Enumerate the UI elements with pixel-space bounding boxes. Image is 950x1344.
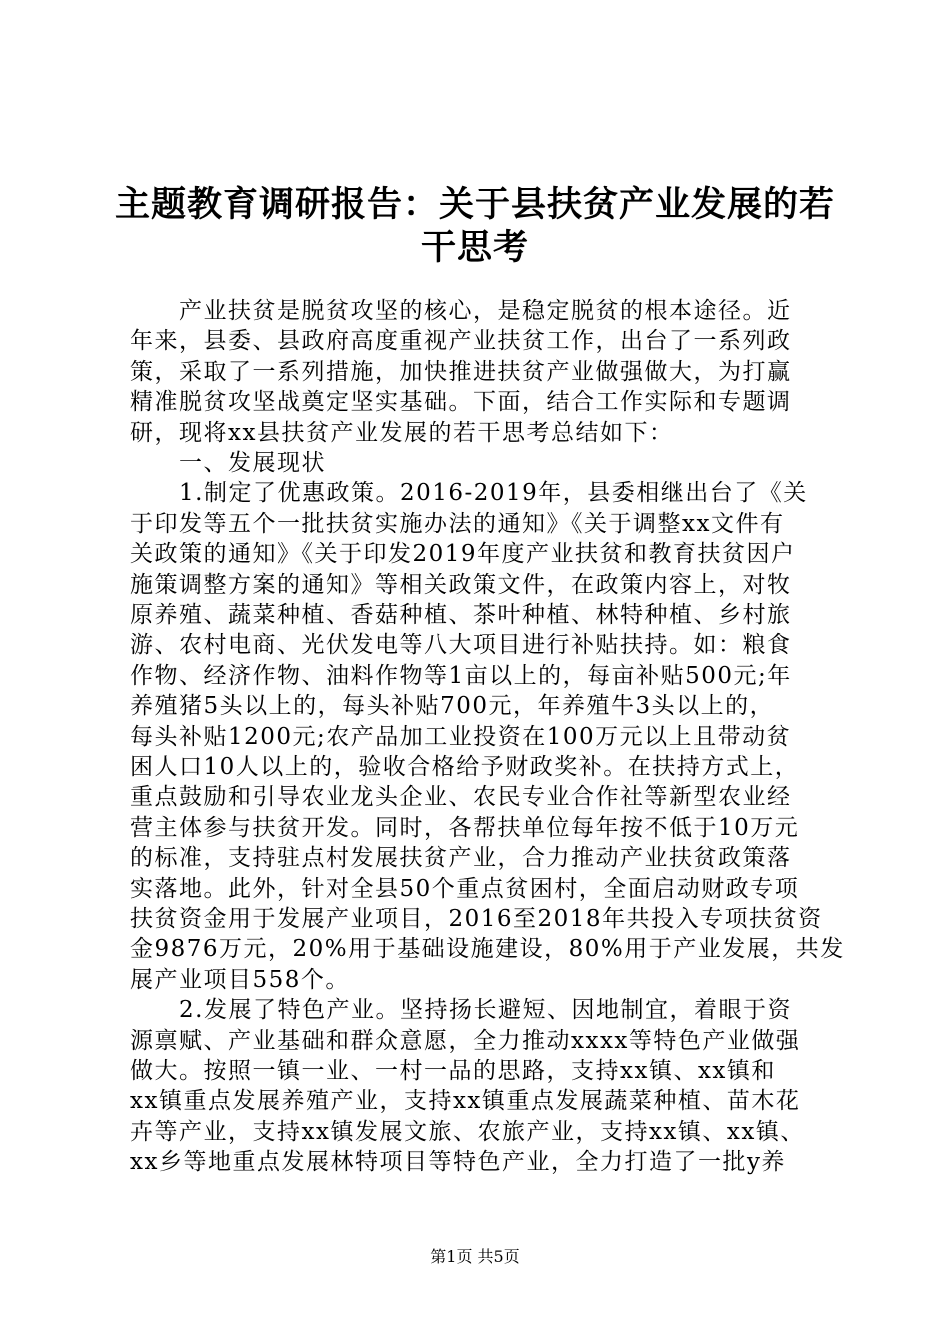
body-text-line: 研，现将xx县扶贫产业发展的若干思考总结如下： [130,419,674,446]
body-text-line: 原养殖、蔬菜种植、香菇种植、茶叶种植、林特种植、乡村旅 [130,602,792,628]
body-text-line: 于印发等五个一批扶贫实施办法的通知》《关于调整xx文件有 [130,510,785,537]
body-text-line: 营主体参与扶贫开发。同时，各帮扶单位每年按不低于10万元 [130,814,800,841]
body-text-line: 游、农村电商、光伏发电等八大项目进行补贴扶持。如：粮食 [130,632,792,659]
body-text-line: 扶贫资金用于发展产业项目，2016至2018年共投入专项扶贫资 [130,906,823,932]
body-text-line: xx镇重点发展养殖产业，支持xx镇重点发展蔬菜种植、苗木花 [130,1088,801,1115]
body-text-line: 关政策的通知》《关于印发2019年度产业扶贫和教育扶贫因户 [130,541,796,568]
body-text-line: 1.制定了优惠政策。2016-2019年，县委相继出台了《关 [130,480,808,507]
body-text-line: 困人口10人以上的，验收合格给予财政奖补。在扶持方式上， [130,754,800,780]
body-text-line: 金9876万元，20%用于基础设施建设，80%用于产业发展，共发 [130,936,845,963]
body-text-line: 实落地。此外，针对全县50个重点贫困村，全面启动财政专项 [130,875,800,902]
body-text-line: 2.发展了特色产业。坚持扬长避短、因地制宜，着眼于资 [130,997,792,1024]
body-text-line: 产业扶贫是脱贫攻坚的核心，是稳定脱贫的根本途径。近 [130,298,792,324]
body-text-line: 养殖猪5头以上的，每头补贴700元，年养殖牛3头以上的， [130,693,775,720]
body-text-line: 源禀赋、产业基础和群众意愿，全力推动xxxx等特色产业做强 [130,1027,801,1054]
document-title-line-1: 主题教育调研报告：关于县扶贫产业发展的若 [114,185,835,225]
body-text-line: 年来，县委、县政府高度重视产业扶贫工作，出台了一系列政 [130,328,792,355]
body-text-line: 的标准，支持驻点村发展扶贫产业，合力推动产业扶贫政策落 [130,845,792,872]
body-text-line: 每头补贴1200元;农产品加工业投资在100万元以上且带动贫 [130,723,792,750]
page-footer: 第1页 共5页 [430,1247,520,1266]
body-text-line: 施策调整方案的通知》等相关政策文件，在政策内容上，对牧 [130,571,792,598]
body-text-line: 卉等产业，支持xx镇发展文旅、农旅产业，支持xx镇、xx镇、 [130,1118,805,1145]
body-text-line: 精准脱贫攻坚战奠定坚实基础。下面，结合工作实际和专题调 [130,389,792,416]
body-text-line: 重点鼓励和引导农业龙头企业、农民专业合作社等新型农业经 [130,784,792,811]
body-text-line: 作物、经济作物、油料作物等1亩以上的，每亩补贴500元;年 [130,662,792,689]
body-text-line: 策，采取了一系列措施，加快推进扶贫产业做强做大，为打赢 [130,358,792,385]
body-text-line: 做大。按照一镇一业、一村一品的思路，支持xx镇、xx镇和 [130,1058,776,1084]
body-text-line: xx乡等地重点发展林特项目等特色产业，全力打造了一批y养 [130,1149,786,1176]
body-text-line: 展产业项目558个。 [130,966,350,993]
body-text-line: 一、发展现状 [130,450,326,476]
document-title-line-2: 干思考 [420,228,529,268]
